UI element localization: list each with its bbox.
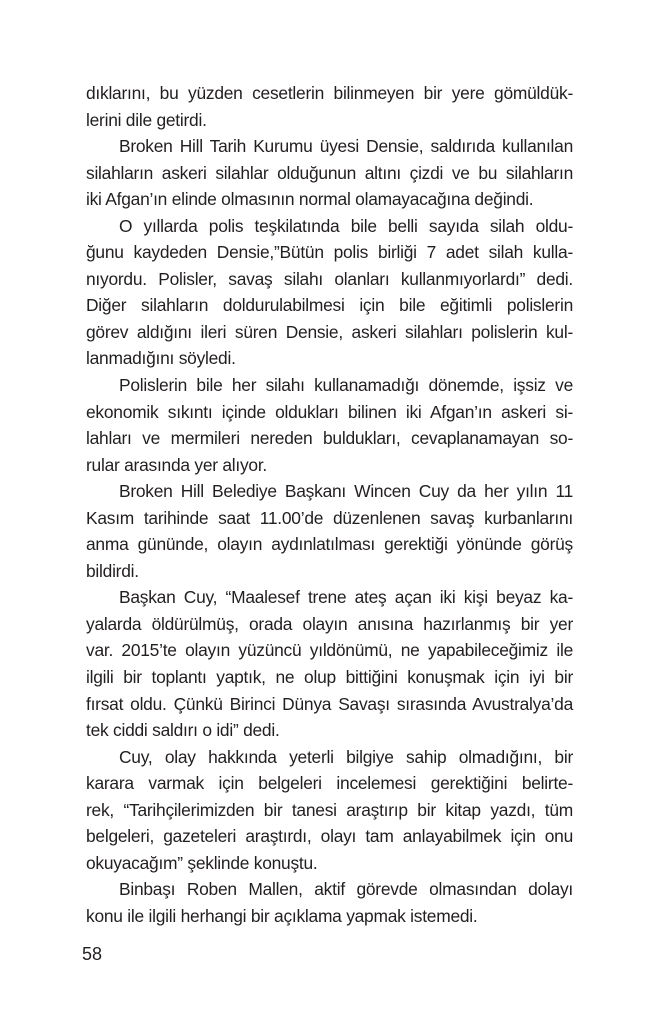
page-body	[86, 80, 573, 930]
page-number: 58	[82, 944, 103, 964]
text-line: Binbaşı Roben Mallen, aktif görevde olmasından dolayı	[119, 879, 573, 900]
text-line: bildirdi.	[86, 560, 139, 581]
text-line: belgeleri, gazeteleri araştırdı, olayı tam anlayabilmek için onu	[86, 826, 573, 847]
text-line: rular arasında yer alıyor.	[86, 454, 268, 475]
text-line: var. 2015’te olayın yüzüncü yıldönümü, ne yapabileceğimiz ile	[86, 640, 573, 661]
text-line: ekonomik sıkıntı içinde oldukları bilinen iki Afgan’ın askeri si-	[86, 401, 573, 422]
text-line: fırsat oldu. Çünkü Birinci Dünya Savaşı sırasında Avustralya’da	[86, 693, 573, 714]
text-line: O yıllarda polis teşkilatında bile belli sayıda silah oldu-	[119, 215, 573, 236]
text-line: iki Afgan’ın elinde olmasının normal olamayacağına değindi.	[86, 189, 534, 210]
text-line: silahların askeri silahlar olduğunun altını çizdi ve bu silahların	[86, 162, 573, 183]
text-line: yalarda öldürülmüş, orada olayın anısına hazırlanmış bir yer	[86, 613, 573, 634]
text-line: ğunu kaydeden Densie,”Bütün polis birliği 7 adet silah kulla-	[86, 242, 573, 263]
text-line: Cuy, olay hakkında yeterli bilgiye sahip olmadığını, bir	[119, 746, 573, 767]
text-line: konu ile ilgili herhangi bir açıklama yapmak istemedi.	[86, 905, 478, 926]
text-line: Polislerin bile her silahı kullanamadığı dönemde, işsiz ve	[119, 375, 573, 396]
text-line: tek ciddi saldırı o idi” dedi.	[86, 720, 280, 741]
paragraph	[86, 372, 573, 478]
text-line: Kasım tarihinde saat 11.00’de düzenlenen savaş kurbanlarını	[86, 507, 573, 528]
paragraph	[86, 584, 573, 743]
text-line: Başkan Cuy, “Maalesef trene ateş açan iki kişi beyaz ka-	[119, 587, 573, 608]
text-line: nıyordu. Polisler, savaş silahı olanları kullanmıyorlardı” dedi.	[86, 268, 573, 289]
text-line: Broken Hill Tarih Kurumu üyesi Densie, saldırıda kullanılan	[119, 136, 573, 157]
paragraph	[86, 478, 573, 584]
paragraph	[86, 213, 573, 372]
text-line: lahları ve mermileri nereden buldukları, cevaplanamayan so-	[86, 428, 573, 449]
text-line: Diğer silahların doldurulabilmesi için bile eğitimli polislerin	[86, 295, 573, 316]
text-line: Broken Hill Belediye Başkanı Wincen Cuy da her yılın 11	[119, 481, 573, 502]
text-line: anma gününde, olayın aydınlatılması gerektiği yönünde görüş	[86, 534, 573, 555]
text-line: görev aldığını ileri süren Densie, askeri silahları polislerin kul-	[86, 321, 573, 342]
paragraph	[86, 133, 573, 213]
paragraph	[86, 744, 573, 877]
text-line: rek, “Tarihçilerimizden bir tanesi araştırıp bir kitap yazdı, tüm	[86, 799, 573, 820]
paragraph	[86, 876, 573, 929]
text-line: ilgili bir toplantı yaptık, ne olup bittiğini konuşmak için iyi bir	[86, 667, 573, 688]
text-line: karara varmak için belgeleri incelemesi gerektiğini belirte-	[86, 773, 573, 794]
text-line: dıklarını, bu yüzden cesetlerin bilinmeyen bir yere gömüldük-	[86, 83, 573, 103]
text-line: okuyacağım” şeklinde konuştu.	[86, 852, 318, 873]
paragraph	[86, 80, 573, 133]
text-line: lerini dile getirdi.	[86, 109, 207, 130]
text-line: lanmadığını söyledi.	[86, 348, 236, 369]
